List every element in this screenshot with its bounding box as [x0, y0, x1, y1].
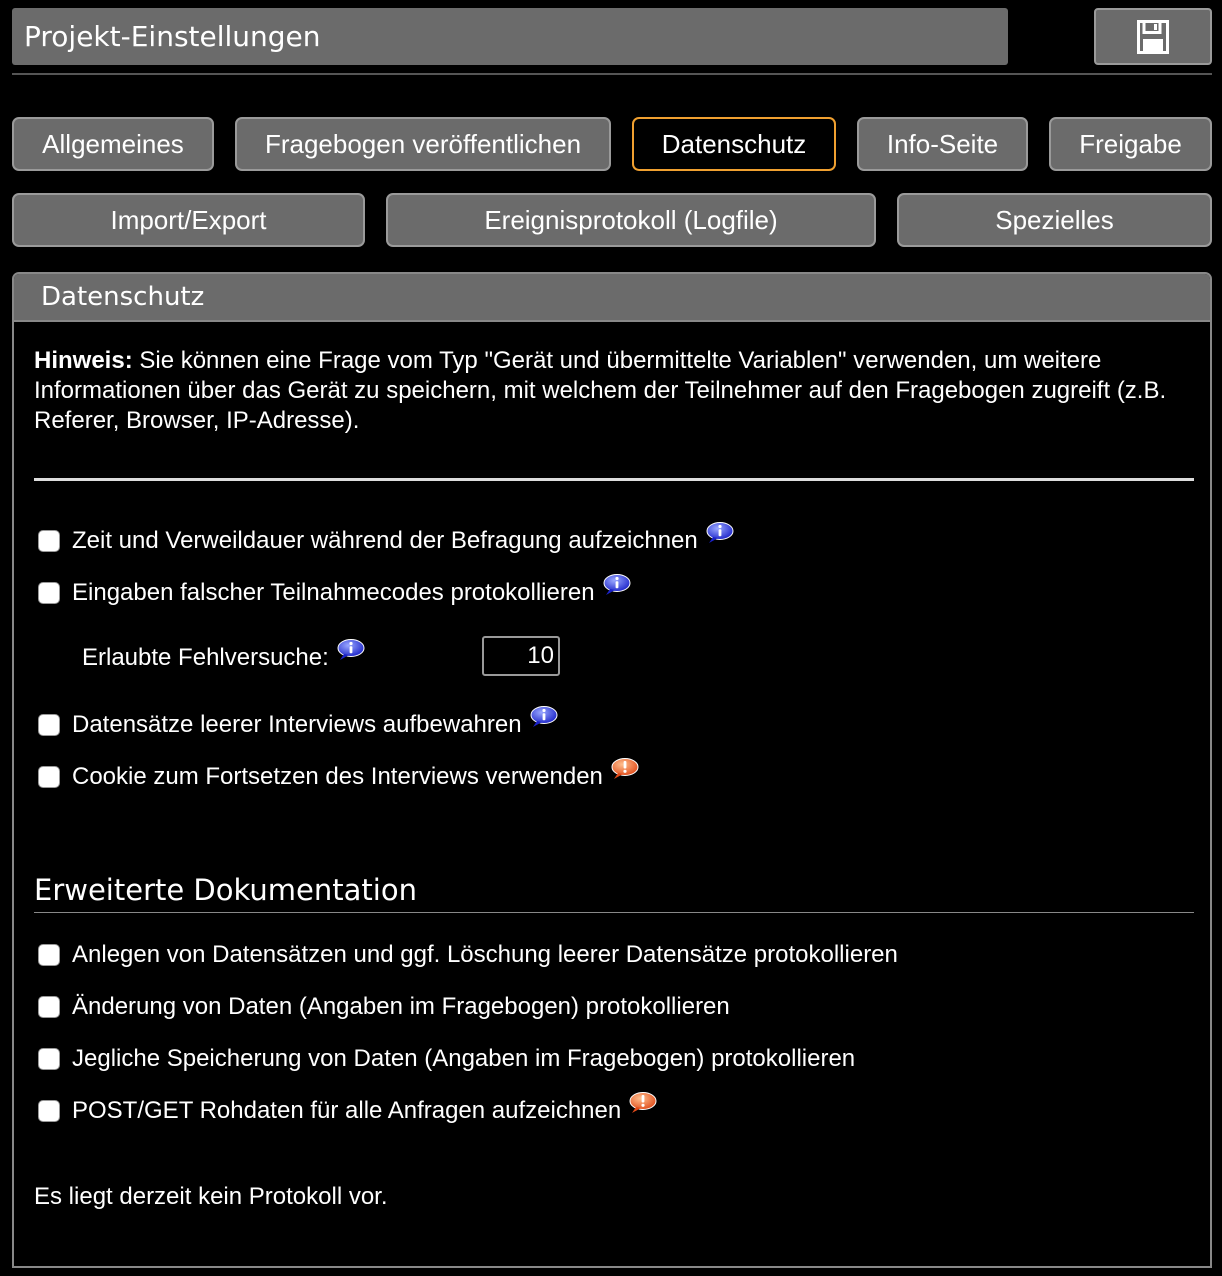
option-zeit-verweildauer[interactable]	[38, 526, 734, 556]
option-anlegen-datensaetze[interactable]	[38, 940, 898, 970]
extended-doc-title: Erweiterte Dokumentation	[34, 873, 417, 907]
checkbox[interactable]	[38, 530, 60, 552]
failed-attempts-row	[82, 643, 365, 673]
warning-icon[interactable]	[611, 758, 639, 780]
save-button[interactable]	[1094, 8, 1212, 65]
checkbox[interactable]	[38, 714, 60, 736]
hint-label: Hinweis:	[34, 347, 133, 374]
hint-text	[34, 346, 1199, 436]
tab-import-export[interactable]: Import/Export	[12, 193, 365, 247]
checkbox[interactable]	[38, 1100, 60, 1122]
info-icon[interactable]	[706, 522, 734, 544]
option-label: Eingaben falscher Teilnahmecodes protokollieren	[72, 579, 595, 606]
section-divider	[34, 478, 1194, 481]
option-label: Datensätze leerer Interviews aufbewahren	[72, 711, 522, 738]
failed-attempts-label: Erlaubte Fehlversuche:	[82, 644, 329, 671]
option-falsche-teilnahmecodes[interactable]	[38, 578, 631, 608]
option-cookie[interactable]	[38, 762, 639, 792]
info-icon[interactable]	[603, 574, 631, 596]
tab-datenschutz[interactable]: Datenschutz	[632, 117, 836, 171]
tab-allgemeines[interactable]: Allgemeines	[12, 117, 214, 171]
checkbox[interactable]	[38, 582, 60, 604]
tab-ereignisprotokoll[interactable]: Ereignisprotokoll (Logfile)	[386, 193, 876, 247]
option-leere-interviews[interactable]	[38, 710, 558, 740]
floppy-disk-icon	[1137, 20, 1169, 54]
title-divider	[12, 73, 1212, 75]
checkbox[interactable]	[38, 996, 60, 1018]
window-title: Projekt-Einstellungen	[12, 8, 1008, 65]
option-label: Jegliche Speicherung von Daten (Angaben im Fragebogen) protokollieren	[72, 1045, 856, 1072]
tab-freigabe[interactable]: Freigabe	[1049, 117, 1212, 171]
option-speicherung-daten[interactable]	[38, 1044, 855, 1074]
checkbox[interactable]	[38, 1048, 60, 1070]
info-icon[interactable]	[337, 639, 365, 661]
option-label: Zeit und Verweildauer während der Befragung aufzeichnen	[72, 527, 698, 554]
warning-icon[interactable]	[629, 1092, 657, 1114]
failed-attempts-input[interactable]: 10	[482, 636, 560, 676]
option-aenderung-daten[interactable]	[38, 992, 730, 1022]
checkbox[interactable]	[38, 944, 60, 966]
protocol-status: Es liegt derzeit kein Protokoll vor.	[34, 1183, 388, 1210]
option-label: Änderung von Daten (Angaben im Fragebogen) protokollieren	[72, 993, 730, 1020]
tab-info-seite[interactable]: Info-Seite	[857, 117, 1028, 171]
option-label: POST/GET Rohdaten für alle Anfragen aufzeichnen	[72, 1097, 622, 1124]
hint-body: Sie können eine Frage vom Typ "Gerät und übermittelte Variablen" verwenden, um weitere Informationen über das Gerät zu speichern, mit welchem der Teilnehmer auf den Fragebogen zugreift (z.B. Referer, Browser, IP-Adresse).	[34, 347, 1167, 434]
tab-spezielles[interactable]: Spezielles	[897, 193, 1212, 247]
info-icon[interactable]	[530, 706, 558, 728]
option-label: Anlegen von Datensätzen und ggf. Löschung leerer Datensätze protokollieren	[72, 941, 898, 968]
option-label: Cookie zum Fortsetzen des Interviews verwenden	[72, 763, 603, 790]
checkbox[interactable]	[38, 766, 60, 788]
panel-title: Datenschutz	[14, 274, 1210, 322]
datenschutz-panel	[12, 272, 1212, 1268]
tab-fragebogen-veroeffentlichen[interactable]: Fragebogen veröffentlichen	[235, 117, 611, 171]
option-post-get-rohdaten[interactable]	[38, 1096, 657, 1126]
extended-doc-divider	[34, 912, 1194, 913]
